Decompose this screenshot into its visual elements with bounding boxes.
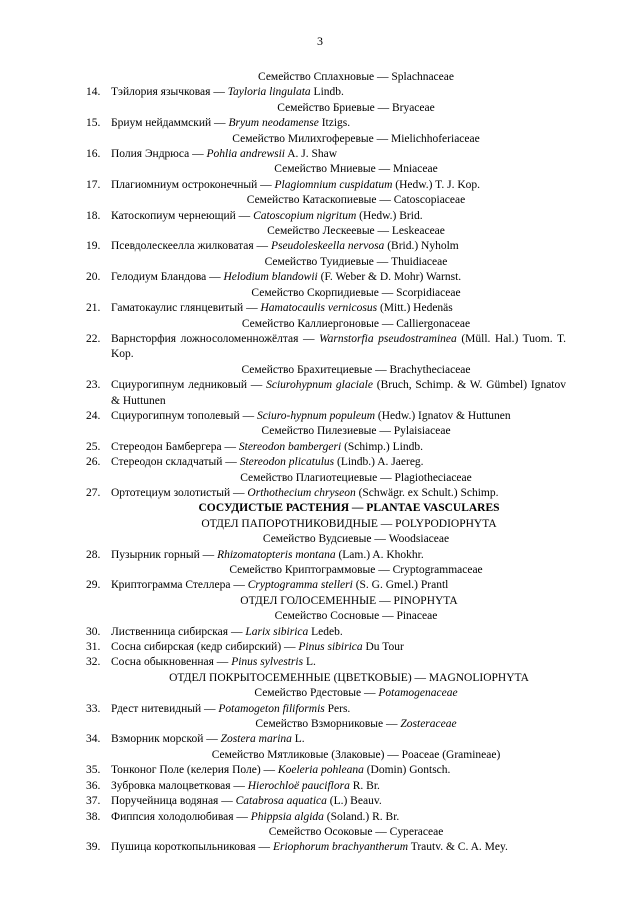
family-heading: Семейство Катаскопиевые — Catoscopiaceae xyxy=(246,194,466,207)
species-author: (F. Weber & D. Mohr) Warnst. xyxy=(317,271,462,284)
species-russian-name: Сосна обыкновенная — xyxy=(111,656,232,669)
section-heading: ОТДЕЛ ГОЛОСЕМЕННЫЕ — PINOPHYTA xyxy=(240,594,458,607)
species-number: 29. xyxy=(86,579,101,592)
species-number: 30. xyxy=(86,625,101,638)
species-number: 35. xyxy=(86,764,101,777)
species-latin-name: Hierochloë pauciflora xyxy=(247,779,350,792)
species-russian-name: Плагиомниум остроконечный — xyxy=(111,178,275,191)
species-russian-name: Псевдолескеелла жилковатая — xyxy=(111,240,271,253)
species-author: Lindb. xyxy=(310,86,344,99)
species-author: (Lam.) A. Khokhr. xyxy=(335,548,424,561)
species-number: 31. xyxy=(86,641,101,654)
species-entry xyxy=(86,147,566,162)
species-entry xyxy=(86,763,566,778)
family-heading: Семейство Туидиевые — Thuidiaceae xyxy=(264,255,448,268)
family-heading: Семейство Лескеевые — Leskeaceae xyxy=(267,225,445,238)
species-author: (Mitt.) Hedenäs xyxy=(377,302,453,315)
species-author: (Brid.) Nyholm xyxy=(384,240,459,253)
family-heading: Семейство Бриевые — Bryaceae xyxy=(277,101,435,114)
species-russian-name: Пушица короткопыльниковая — xyxy=(111,841,273,854)
species-entry xyxy=(86,301,566,316)
species-number: 22. xyxy=(86,332,101,345)
family-russian-name: Семейство Взморниковые — xyxy=(255,718,401,731)
species-author: L. xyxy=(303,656,316,669)
species-entry xyxy=(86,810,566,825)
species-number: 38. xyxy=(86,810,101,823)
species-author: (Hedw.) Brid. xyxy=(356,209,423,222)
species-russian-name: Тэйлория язычковая — xyxy=(111,86,228,99)
family-heading: Семейство Сосновые — Pinaceae xyxy=(274,610,438,623)
species-russian-name: Зубровка малоцветковая — xyxy=(111,779,248,792)
section-heading: СОСУДИСТЫЕ РАСТЕНИЯ — PLANTAE VASCULARES xyxy=(198,502,500,515)
species-russian-name: Сциурогипнум ледниковый — xyxy=(111,379,267,392)
section-heading: ОТДЕЛ ПОКРЫТОСЕМЕННЫЕ (ЦВЕТКОВЫЕ) — MAGNOLIOPHYTA xyxy=(169,671,529,684)
species-number: 36. xyxy=(86,779,101,792)
family-heading: Семейство Брахитециевые — Brachytheciaceae xyxy=(241,363,471,376)
species-author: (Hedw.) T. J. Kop. xyxy=(392,178,480,191)
family-heading: Семейство Мниевые — Mniaceae xyxy=(274,163,438,176)
species-entry xyxy=(86,332,566,363)
species-author: (Hedw.) Ignatov & Huttunen xyxy=(375,409,511,422)
family-heading xyxy=(86,717,566,732)
species-entry xyxy=(86,239,566,254)
species-russian-name: Гаматокаулис глянцевитый — xyxy=(111,302,261,315)
family-heading: Семейство Сплахновые — Splachnaceae xyxy=(258,71,454,83)
species-author: (Schwägr. ex Schult.) Schimp. xyxy=(355,486,499,499)
species-latin-name: Bryum neodamense xyxy=(228,117,319,130)
species-number: 14. xyxy=(86,86,101,99)
family-russian-name: Семейство Рдестовые — xyxy=(254,687,379,700)
species-author: (Müll. Hal.) Tuom. T. Kop. xyxy=(111,332,566,361)
species-number: 19. xyxy=(86,240,101,253)
family-heading: Семейство Пилезиевые — Pylaisiaceae xyxy=(261,425,451,438)
species-number: 18. xyxy=(86,209,101,222)
species-entry xyxy=(86,409,566,424)
species-entry xyxy=(86,625,566,640)
species-entry xyxy=(86,578,566,593)
species-author: (Lindb.) A. Jaereg. xyxy=(334,456,424,469)
species-number: 32. xyxy=(86,656,101,669)
species-author: Pers. xyxy=(324,702,351,715)
species-russian-name: Стереодон Бамбергера — xyxy=(111,440,239,453)
species-author: Ledeb. xyxy=(308,625,343,638)
species-latin-name: Pohlia andrewsii xyxy=(206,148,285,161)
species-latin-name: Sciuro-hypnum populeum xyxy=(256,409,376,422)
species-entry xyxy=(86,116,566,131)
species-latin-name: Pseudoleskeella nervosa xyxy=(270,240,385,253)
species-russian-name: Бриум нейдаммский — xyxy=(111,117,229,130)
species-entry xyxy=(86,732,566,747)
family-heading: Семейство Плагиотециевые — Plagiotheciaceae xyxy=(240,471,472,484)
species-author: (Schimp.) Lindb. xyxy=(341,440,423,453)
species-number: 37. xyxy=(86,795,101,808)
species-entry xyxy=(86,779,566,794)
species-latin-name: Catabrosa aquatica xyxy=(235,795,327,808)
species-author: (L.) Beauv. xyxy=(326,795,382,808)
species-russian-name: Взморник морской — xyxy=(111,733,221,746)
species-number: 28. xyxy=(86,548,101,561)
species-latin-name: Sciurohypnum glaciale xyxy=(266,379,373,392)
species-entry xyxy=(86,794,566,809)
species-entry xyxy=(86,840,566,855)
species-russian-name: Гелодиум Бландова — xyxy=(111,271,224,284)
species-author: (S. G. Gmel.) Prantl xyxy=(352,579,449,592)
family-heading: Семейство Мятликовые (Злаковые) — Poaceae (Gramineae) xyxy=(211,748,501,761)
species-latin-name: Phippsia algida xyxy=(250,810,324,823)
species-number: 17. xyxy=(86,178,101,191)
section-heading: ОТДЕЛ ПАПОРОТНИКОВИДНЫЕ — POLYPODIOPHYTA xyxy=(201,517,497,530)
species-russian-name: Поручейница водяная — xyxy=(111,795,236,808)
species-number: 23. xyxy=(86,379,101,392)
species-russian-name: Фиппсия холодолюбивая — xyxy=(111,810,251,823)
species-latin-name: Orthothecium chryseon xyxy=(247,486,356,499)
species-number: 15. xyxy=(86,117,101,130)
species-number: 21. xyxy=(86,302,101,315)
species-latin-name: Eriophorum brachyantherum xyxy=(272,841,409,854)
species-russian-name: Сциурогипнум тополевый — xyxy=(111,409,257,422)
species-latin-name: Helodium blandowii xyxy=(223,271,318,284)
species-number: 26. xyxy=(86,456,101,469)
species-latin-name: Pinus sylvestris xyxy=(231,656,304,669)
species-number: 25. xyxy=(86,440,101,453)
species-latin-name: Cryptogramma stelleri xyxy=(247,579,353,592)
species-entry xyxy=(86,440,566,455)
family-heading: Семейство Скорпидиевые — Scorpidiaceae xyxy=(251,286,461,299)
species-russian-name: Тонконог Поле (келерия Поле) — xyxy=(111,764,278,777)
family-heading: Семейство Милихгоферевые — Mielichhoferiaceae xyxy=(232,132,480,145)
species-author: (Soland.) R. Br. xyxy=(323,810,400,823)
species-russian-name: Пузырник горный — xyxy=(111,548,218,561)
species-entry xyxy=(86,655,566,670)
species-russian-name: Катоскопиум чернеющий — xyxy=(111,209,254,222)
species-entry xyxy=(86,209,566,224)
species-entry xyxy=(86,702,566,717)
species-latin-name: Catoscopium nigritum xyxy=(253,209,357,222)
page-number: 3 xyxy=(317,34,323,48)
species-russian-name: Ортотециум золотистый — xyxy=(111,486,248,499)
species-latin-name: Pinus sibirica xyxy=(298,641,363,654)
species-author: (Domin) Gontsch. xyxy=(363,764,451,777)
species-entry xyxy=(86,640,566,655)
species-entry xyxy=(86,85,566,100)
species-author: A. J. Shaw xyxy=(284,148,338,161)
family-latin-name: Potamogenaceae xyxy=(378,687,458,700)
species-entry xyxy=(86,178,566,193)
species-latin-name: Warnstorfia pseudostraminea xyxy=(319,332,457,345)
species-number: 27. xyxy=(86,486,101,499)
species-author: L. xyxy=(291,733,305,746)
species-author: (Bruch, Schimp. & W. Gümbel) Ignatov & Huttunen xyxy=(111,379,567,407)
species-author: R. Br. xyxy=(349,779,380,792)
species-number: 34. xyxy=(86,733,101,746)
species-entry xyxy=(86,455,566,470)
species-latin-name: Rhizomatopteris montana xyxy=(217,548,336,561)
species-russian-name: Рдест нитевидный — xyxy=(111,702,219,715)
species-entry xyxy=(86,548,566,563)
species-number: 20. xyxy=(86,271,101,284)
species-russian-name: Полия Эндрюса — xyxy=(111,148,207,161)
species-latin-name: Stereodon bambergeri xyxy=(238,440,342,453)
species-latin-name: Koeleria pohleana xyxy=(277,764,364,777)
species-list xyxy=(86,70,566,856)
species-author: Du Tour xyxy=(362,641,404,654)
species-latin-name: Larix sibirica xyxy=(245,625,309,638)
species-number: 24. xyxy=(86,409,101,422)
species-author: Trautv. & C. A. Mey. xyxy=(408,841,508,854)
species-russian-name: Варнсторфия ложносоломенножёлтая — xyxy=(111,332,320,345)
family-heading: Семейство Осоковые — Cyperaceae xyxy=(268,825,444,838)
species-number: 16. xyxy=(86,148,101,161)
species-author: Itzigs. xyxy=(318,117,351,130)
family-heading: Семейство Вудсиевые — Woodsiaceae xyxy=(262,533,450,546)
species-entry xyxy=(86,486,566,501)
species-latin-name: Hamatocaulis vernicosus xyxy=(260,302,378,315)
species-latin-name: Tayloria lingulata xyxy=(227,86,311,99)
species-number: 33. xyxy=(86,702,101,715)
species-latin-name: Stereodon plicatulus xyxy=(239,456,335,469)
species-russian-name: Стереодон складчатый — xyxy=(111,456,240,469)
family-latin-name: Zosteraceae xyxy=(400,718,457,731)
species-russian-name: Сосна сибирская (кедр сибирский) — xyxy=(111,641,299,654)
species-latin-name: Plagiomnium cuspidatum xyxy=(274,178,393,191)
species-number: 39. xyxy=(86,841,101,854)
species-russian-name: Лиственница сибирская — xyxy=(111,625,246,638)
species-latin-name: Zostera marina xyxy=(220,733,292,746)
species-latin-name: Potamogeton filiformis xyxy=(218,702,325,715)
family-heading xyxy=(86,686,566,701)
species-entry xyxy=(86,270,566,285)
family-heading: Семейство Каллиергоновые — Calliergonaceae xyxy=(241,317,471,330)
species-entry xyxy=(86,378,566,409)
family-heading: Семейство Криптограммовые — Cryptogrammaceae xyxy=(229,564,483,576)
species-russian-name: Криптограмма Стеллера — xyxy=(111,579,248,592)
